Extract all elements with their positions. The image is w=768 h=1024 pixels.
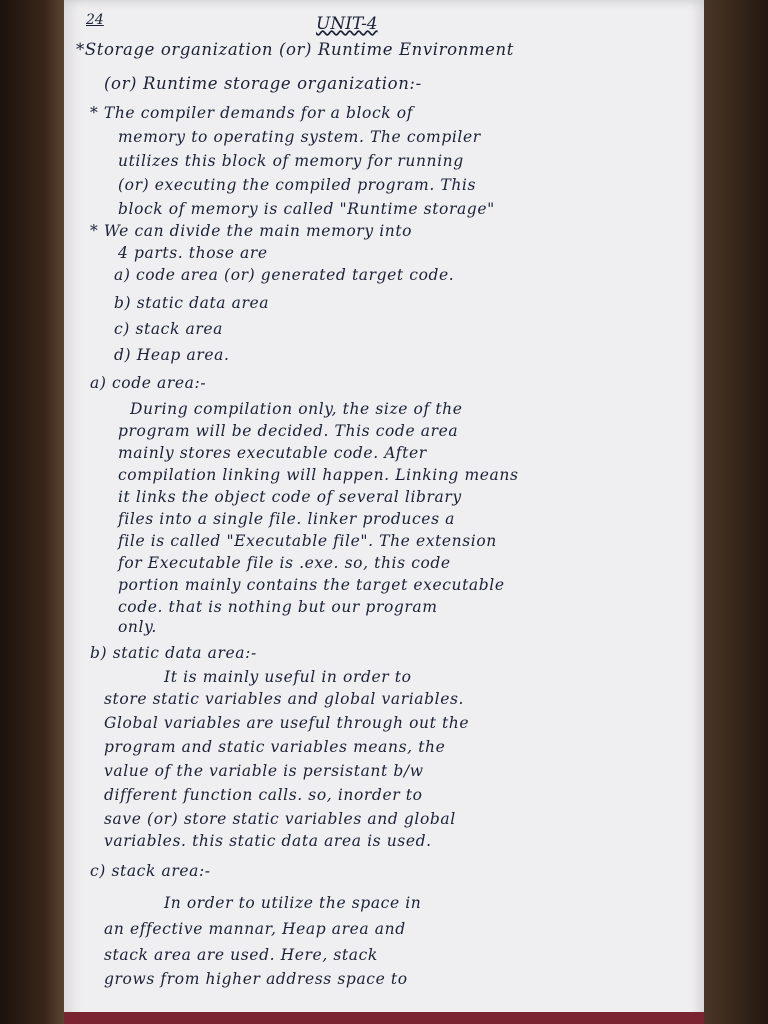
bottom-strip bbox=[64, 1012, 704, 1024]
static-area-line: program and static variables means, the bbox=[104, 738, 446, 756]
code-area-line: code. that is nothing but our program bbox=[118, 598, 438, 616]
stack-area-line: an effective mannar, Heap area and bbox=[104, 920, 406, 938]
para2-line: 4 parts. those are bbox=[118, 244, 268, 262]
code-area-title: a) code area:- bbox=[90, 374, 207, 392]
page-number: 24 bbox=[86, 12, 104, 28]
heading-line-1: *Storage organization (or) Runtime Environment bbox=[76, 40, 514, 59]
part-item: c) stack area bbox=[114, 320, 223, 338]
code-area-line: mainly stores executable code. After bbox=[118, 444, 427, 462]
static-area-line: It is mainly useful in order to bbox=[164, 668, 412, 686]
static-area-line: variables. this static data area is used. bbox=[104, 832, 432, 850]
stack-area-line: grows from higher address space to bbox=[104, 970, 408, 988]
para1-line: memory to operating system. The compiler bbox=[118, 128, 481, 146]
para1-line: block of memory is called "Runtime storage" bbox=[118, 200, 495, 218]
code-area-line: file is called "Executable file". The extension bbox=[118, 532, 497, 550]
code-area-line: it links the object code of several library bbox=[118, 488, 462, 506]
heading-line-2: (or) Runtime storage organization:- bbox=[104, 74, 422, 93]
code-area-line: files into a single file. linker produces a bbox=[118, 510, 455, 528]
static-area-line: Global variables are useful through out the bbox=[104, 714, 470, 732]
stack-area-line: stack area are used. Here, stack bbox=[104, 946, 378, 964]
part-item: a) code area (or) generated target code. bbox=[114, 266, 455, 284]
code-area-line: During compilation only, the size of the bbox=[130, 400, 463, 418]
static-area-line: different function calls. so, inorder to bbox=[104, 786, 423, 804]
static-area-line: store static variables and global variables. bbox=[104, 690, 465, 708]
notebook-edge-right bbox=[704, 0, 768, 1024]
stack-area-line: In order to utilize the space in bbox=[164, 894, 422, 912]
notebook-page bbox=[64, 0, 704, 1024]
static-area-line: save (or) store static variables and global bbox=[104, 810, 456, 828]
unit-title: UNIT-4 bbox=[316, 14, 378, 34]
notebook-edge-left bbox=[0, 0, 64, 1024]
static-area-line: value of the variable is persistant b/w bbox=[104, 762, 424, 780]
code-area-line: only. bbox=[118, 618, 157, 636]
code-area-line: compilation linking will happen. Linking means bbox=[118, 466, 519, 484]
para1-line: utilizes this block of memory for running bbox=[118, 152, 464, 170]
part-item: d) Heap area. bbox=[114, 346, 230, 364]
code-area-line: program will be decided. This code area bbox=[118, 422, 459, 440]
code-area-line: portion mainly contains the target executable bbox=[118, 576, 505, 594]
para2-line: * We can divide the main memory into bbox=[90, 222, 413, 240]
para1-line: (or) executing the compiled program. This bbox=[118, 176, 477, 194]
stack-area-title: c) stack area:- bbox=[90, 862, 211, 880]
part-item: b) static data area bbox=[114, 294, 270, 312]
static-area-title: b) static data area:- bbox=[90, 644, 257, 662]
para1-line: * The compiler demands for a block of bbox=[90, 104, 414, 122]
code-area-line: for Executable file is .exe. so, this code bbox=[118, 554, 451, 572]
